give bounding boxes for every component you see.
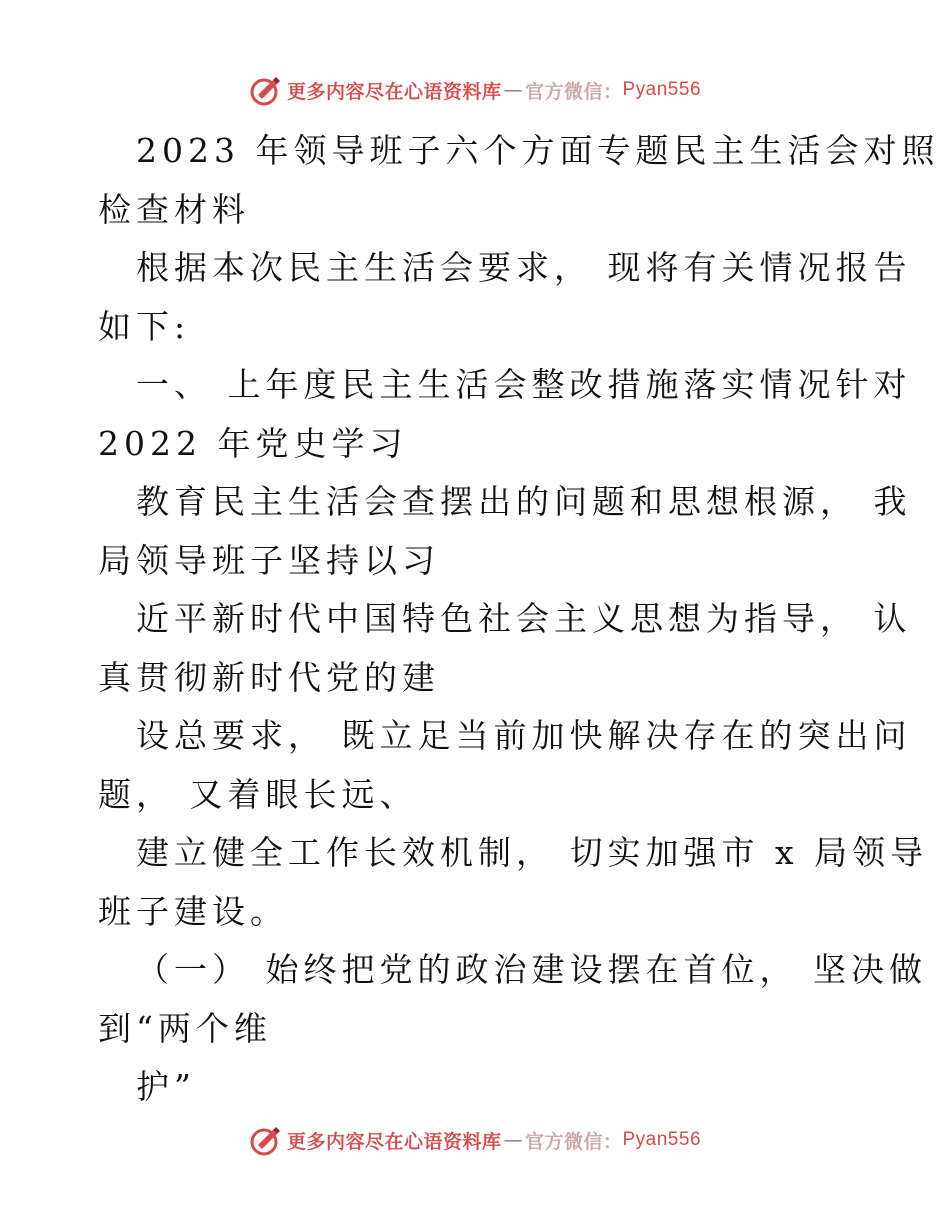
watermark-handle: Pyan556 [622,1129,702,1150]
document-line: 2022 年党史学习 [98,423,408,463]
pen-logo-icon [249,1123,283,1157]
watermark-dash: — [503,1129,523,1151]
watermark-site: 更多内容尽在心语资料库 [286,80,502,103]
document-line: 根据本次民主生活会要求， 现将有关情况报告 [136,248,912,287]
document-line: 检查材料 [98,189,250,229]
document-line: 护” [136,1067,196,1106]
document-line: 局领导班子坚持以习 [98,540,440,580]
document-line: 班子建设。 [98,891,288,931]
watermark-site: 更多内容尽在心语资料库 [286,1130,502,1153]
watermark-wechat-label: 官方微信： [524,1130,623,1153]
watermark-handle: Pyan556 [622,79,702,100]
document-line: 近平新时代中国特色社会主义思想为指导， 认 [136,599,912,638]
document-line: 建立健全工作长效机制， 切实加强市 x 局领导 [136,833,929,872]
document-line: 如下: [98,306,191,346]
pen-logo-icon [249,73,283,107]
watermark-dash: — [503,79,523,101]
document-line: 真贯彻新时代党的建 [98,657,440,697]
document-line: 设总要求， 既立足当前加快解决存在的突出问 [136,716,912,755]
document-line: 2023 年领导班子六个方面专题民主生活会对照 [136,131,940,170]
watermark-footer [0,1120,950,1160]
document-line: 到“两个维 [98,1008,272,1048]
document-body [98,122,940,1117]
document-line: 题， 又着眼长远、 [98,774,418,814]
document-line: 一、 上年度民主生活会整改措施落实情况针对 [136,365,912,404]
watermark-wechat-label: 官方微信： [524,80,623,103]
watermark-header [0,70,950,110]
document-line: （一） 始终把党的政治建设摆在首位， 坚决做 [136,950,927,989]
document-line: 教育民主生活会查摆出的问题和思想根源， 我 [136,482,912,521]
